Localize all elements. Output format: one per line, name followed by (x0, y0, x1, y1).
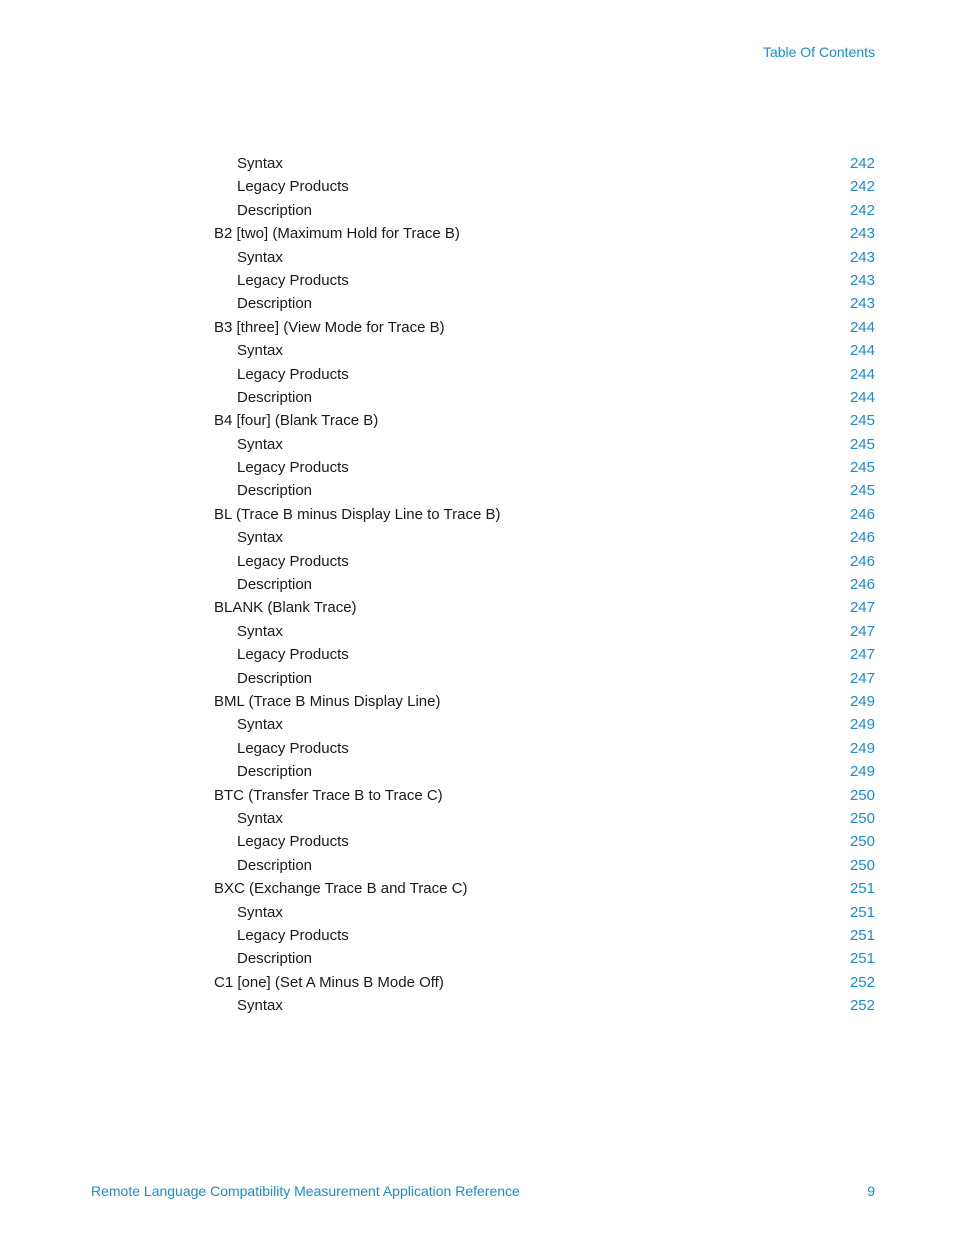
toc-subentry[interactable] (214, 854, 875, 877)
toc-page-link[interactable]: 251 (849, 926, 875, 944)
toc-subentry[interactable] (214, 550, 875, 573)
toc-page-link[interactable]: 247 (849, 622, 875, 640)
toc-entry-title: Legacy Products (237, 739, 349, 757)
toc-entry-title: B3 [three] (View Mode for Trace B) (214, 318, 445, 336)
toc-entry-title: Description (237, 763, 313, 781)
toc-page-link[interactable]: 251 (849, 880, 875, 898)
toc-page-link[interactable]: 252 (849, 973, 875, 991)
toc-page-link[interactable]: 245 (849, 459, 875, 477)
toc-entry[interactable] (214, 316, 875, 339)
toc-entry-title: Syntax (237, 529, 283, 547)
toc-subentry[interactable] (214, 713, 875, 736)
toc-entry-title: Syntax (237, 622, 283, 640)
toc-subentry[interactable] (214, 526, 875, 549)
toc-subentry[interactable] (214, 667, 875, 690)
toc-page-link[interactable]: 243 (849, 248, 875, 266)
toc-page-link[interactable]: 252 (849, 997, 875, 1015)
toc-subentry[interactable] (214, 339, 875, 362)
toc-entry[interactable] (214, 409, 875, 432)
toc-entry-title: Legacy Products (237, 646, 349, 664)
toc-subentry[interactable] (214, 175, 875, 198)
toc-page-link[interactable]: 247 (849, 599, 875, 617)
toc-subentry[interactable] (214, 994, 875, 1017)
toc-page-link[interactable]: 250 (849, 786, 875, 804)
toc-entry-title: Syntax (237, 155, 283, 172)
toc-subentry[interactable] (214, 456, 875, 479)
toc-page-link[interactable]: 247 (849, 646, 875, 664)
toc-page-link[interactable]: 249 (849, 763, 875, 781)
toc-entry[interactable] (214, 971, 875, 994)
toc-subentry[interactable] (214, 433, 875, 456)
toc-entry-title: BXC (Exchange Trace B and Trace C) (214, 880, 468, 898)
toc-page-link[interactable]: 244 (849, 388, 875, 406)
toc-page-link[interactable]: 243 (849, 271, 875, 289)
toc-subentry[interactable] (214, 292, 875, 315)
toc-entry-title: BLANK (Blank Trace) (214, 599, 357, 617)
toc-entry-title: Description (237, 856, 313, 874)
toc-page-link[interactable]: 249 (849, 716, 875, 734)
toc-subentry[interactable] (214, 830, 875, 853)
toc-page-link[interactable]: 246 (849, 529, 875, 547)
toc-entry-title: BML (Trace B Minus Display Line) (214, 692, 441, 710)
toc-subentry[interactable] (214, 737, 875, 760)
toc-page-link[interactable]: 250 (849, 833, 875, 851)
toc-entry-title: Syntax (237, 716, 283, 734)
toc-subentry[interactable] (214, 479, 875, 502)
toc-entry[interactable] (214, 503, 875, 526)
toc-entry-title: C1 [one] (Set A Minus B Mode Off) (214, 973, 444, 991)
toc-page-link[interactable]: 245 (849, 412, 875, 430)
footer-page-number: 9 (867, 1183, 875, 1199)
toc-entry-title: Syntax (237, 809, 283, 827)
toc-page-link[interactable]: 246 (849, 576, 875, 594)
toc-page-link[interactable]: 244 (849, 318, 875, 336)
toc-page-link[interactable]: 250 (849, 856, 875, 874)
toc-entry[interactable] (214, 596, 875, 619)
toc-entry-title: BTC (Transfer Trace B to Trace C) (214, 786, 443, 804)
toc-subentry[interactable] (214, 269, 875, 292)
toc-entry[interactable] (214, 877, 875, 900)
running-header: Table Of Contents (762, 44, 875, 60)
running-footer (91, 1183, 875, 1199)
toc-page-link[interactable]: 243 (849, 295, 875, 313)
toc-subentry[interactable] (214, 363, 875, 386)
toc-entry-title: B4 [four] (Blank Trace B) (214, 412, 379, 430)
toc-page-link[interactable]: 242 (849, 201, 875, 219)
toc-subentry[interactable] (214, 901, 875, 924)
toc-entry-title: Legacy Products (237, 926, 349, 944)
toc-entry-title: Syntax (237, 435, 283, 453)
toc-entry-title: Legacy Products (237, 833, 349, 851)
toc-entry-title: Description (237, 201, 313, 219)
toc-page-link[interactable]: 245 (849, 482, 875, 500)
toc-entry[interactable] (214, 784, 875, 807)
toc-page-link[interactable]: 250 (849, 809, 875, 827)
toc-page-link[interactable]: 251 (849, 903, 875, 921)
toc-subentry[interactable] (214, 152, 875, 175)
toc-page-link[interactable]: 242 (849, 178, 875, 196)
toc-entry[interactable] (214, 222, 875, 245)
toc-entry-title: Syntax (237, 248, 283, 266)
toc-subentry[interactable] (214, 573, 875, 596)
table-of-contents (214, 152, 875, 1017)
toc-subentry[interactable] (214, 807, 875, 830)
toc-subentry[interactable] (214, 386, 875, 409)
toc-entry-title: Legacy Products (237, 178, 349, 196)
toc-subentry[interactable] (214, 246, 875, 269)
toc-page-link[interactable]: 246 (849, 505, 875, 523)
toc-entry-title: Legacy Products (237, 271, 349, 289)
toc-page-link[interactable]: 243 (849, 225, 875, 243)
toc-entry-title: Syntax (237, 997, 283, 1015)
toc-entry-title: Syntax (237, 903, 283, 921)
toc-entry-title: Legacy Products (237, 552, 349, 570)
toc-page-link[interactable]: 244 (849, 365, 875, 383)
toc-entry-title: Description (237, 576, 313, 594)
toc-page-link[interactable]: 244 (849, 342, 875, 360)
toc-subentry[interactable] (214, 924, 875, 947)
toc-entry-title: B2 [two] (Maximum Hold for Trace B) (214, 225, 460, 243)
toc-subentry[interactable] (214, 620, 875, 643)
toc-entry-title: Description (237, 482, 313, 500)
toc-subentry[interactable] (214, 643, 875, 666)
toc-page-link[interactable]: 249 (849, 739, 875, 757)
toc-entry-title: Syntax (237, 342, 283, 360)
toc-entry-title: Legacy Products (237, 459, 349, 477)
toc-subentry[interactable] (214, 199, 875, 222)
toc-entry-title: Legacy Products (237, 365, 349, 383)
toc-entry[interactable] (214, 690, 875, 713)
toc-page-link[interactable]: 251 (849, 950, 875, 968)
toc-entry-title: Description (237, 388, 313, 406)
toc-entry-title: Description (237, 295, 313, 313)
toc-entry-title: Description (237, 669, 313, 687)
toc-page-link[interactable]: 247 (849, 669, 875, 687)
toc-page-link[interactable]: 246 (849, 552, 875, 570)
toc-subentry[interactable] (214, 760, 875, 783)
toc-entry-title: Description (237, 950, 313, 968)
footer-document-title: Remote Language Compatibility Measurement Application Reference (91, 1183, 520, 1199)
toc-page-link[interactable]: 242 (849, 155, 875, 172)
toc-subentry[interactable] (214, 947, 875, 970)
toc-entry-title: BL (Trace B minus Display Line to Trace B) (214, 505, 501, 523)
toc-page-link[interactable]: 245 (849, 435, 875, 453)
toc-page-link[interactable]: 249 (849, 692, 875, 710)
